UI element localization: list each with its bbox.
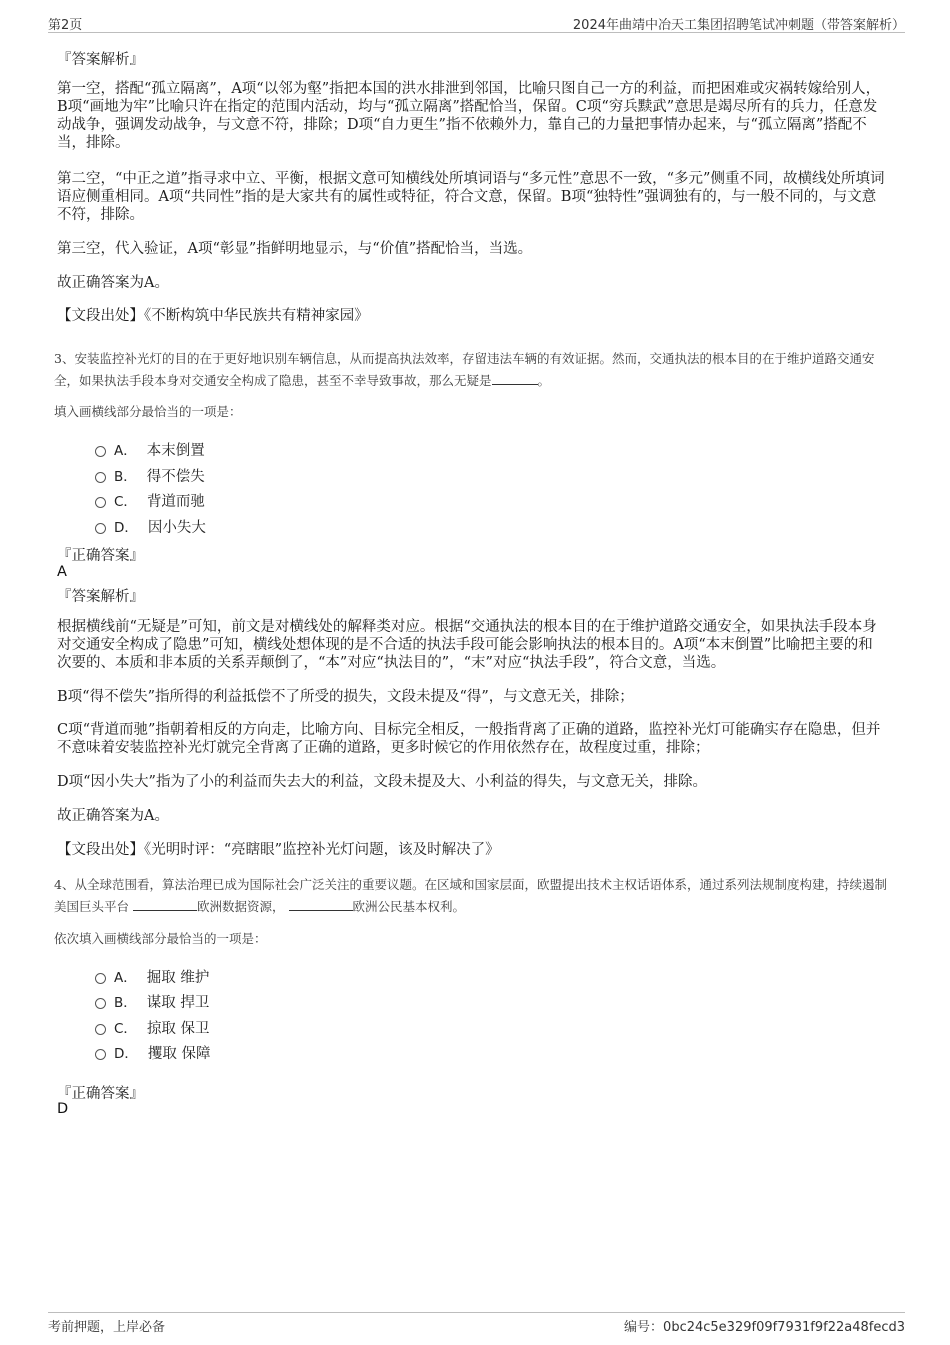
page-number: 第2页: [48, 18, 83, 33]
q3-option-a[interactable]: A． 本末倒置: [95, 439, 205, 459]
radio-icon[interactable]: [95, 497, 106, 508]
q3-option-b[interactable]: B． 得不偿失: [95, 465, 205, 485]
q3-analysis-paragraph: 根据横线前“无疑是”可知，前文是对横线处的解释类对应。根据“交通执法的根本目的在于维护道路交通安全，如果执法手段本身对交通安全构成了隐患”可知，横线处想体现的是不合适的执法手段可能会影响执法的根本目的。A项“本末倒置”比喻把主要的和次要的、本质和非本质的关系弄颠倒了，“本”对应“执法目的”，“末”对应“执法手段”，符合文意，当选。: [57, 619, 877, 671]
q4-prompt: 依次填入画横线部分最恰当的一项是：: [54, 931, 267, 946]
q3-analysis-label: 『答案解析』: [57, 589, 144, 605]
q3-conclusion: 故正确答案为A。: [57, 808, 169, 824]
q2-source: 【文段出处】《不断构筑中华民族共有精神家园》: [57, 308, 369, 324]
radio-icon[interactable]: [95, 523, 106, 534]
document-code: 编号：0bc24c5e329f09f7931f9f22a48fecd3: [624, 1320, 905, 1335]
q4-option-c[interactable]: C． 掠取 保卫: [95, 1017, 210, 1037]
q4-option-b[interactable]: B． 谋取 捍卫: [95, 991, 209, 1011]
q2-analysis-label: 『答案解析』: [57, 52, 144, 68]
q3-analysis-paragraph: D项“因小失大”指为了小的利益而失去大的利益，文段未提及大、小利益的得失，与文意无关，排除。: [57, 774, 707, 790]
q2-analysis-paragraph: 第二空，“中正之道”指寻求中立、平衡，根据文意可知横线处所填词语与“多元性”意思不一致，“多元”侧重不同，故横线处所填词语应侧重相同。A项“共同性”指的是大家共有的属性或特征，符合文意，保留。B项“独特性”强调独有的，与一般不同的，与文意不符，排除。: [57, 171, 885, 223]
q3-correct-label: 『正确答案』: [57, 548, 144, 564]
q2-conclusion: 故正确答案为A。: [57, 275, 169, 291]
radio-icon[interactable]: [95, 1049, 106, 1060]
answer-blank: [492, 370, 538, 385]
q3-analysis-paragraph: C项“背道而驰”指朝着相反的方向走，比喻方向、目标完全相反，一般指背离了正确的道路，监控补光灯可能确实存在隐患，但并不意味着安装监控补光灯就完全背离了正确的道路，更多时候它的作用依然存在，故程度过重，排除；: [57, 722, 881, 756]
radio-icon[interactable]: [95, 998, 106, 1009]
radio-icon[interactable]: [95, 1024, 106, 1035]
radio-icon[interactable]: [95, 973, 106, 984]
q3-stem: 3、安装监控补光灯的目的在于更好地识别车辆信息，从而提高执法效率，存留违法车辆的有效证据。然而，交通执法的根本目的在于维护道路交通安全，如果执法手段本身对交通安全构成了隐患，甚至不幸导致事故，那么无疑是 。: [54, 351, 875, 388]
page-footer: [48, 1312, 905, 1333]
q3-option-d[interactable]: D． 因小失大: [95, 516, 206, 536]
footer-slogan: 考前押题，上岸必备: [48, 1320, 166, 1335]
answer-blank: [289, 896, 353, 911]
q4-correct-answer: D: [57, 1101, 69, 1117]
q4-option-d[interactable]: D． 攫取 保障: [95, 1042, 211, 1062]
q4-stem: 4、从全球范围看，算法治理已成为国际社会广泛关注的重要议题。在区域和国家层面，欧盟提出技术主权话语体系，通过系列法规制度构建，持续遏制美国巨头平台 欧洲数据资源， 欧洲公民基本权利。: [54, 877, 887, 914]
document-title: 2024年曲靖中冶天工集团招聘笔试冲刺题（带答案解析）: [572, 18, 905, 33]
answer-blank: [133, 896, 197, 911]
q2-analysis-paragraph: 第三空，代入验证，A项“彰显”指鲜明地显示，与“价值”搭配恰当，当选。: [57, 241, 533, 257]
q4-correct-label: 『正确答案』: [57, 1086, 144, 1102]
q2-analysis-paragraph: 第一空，搭配“孤立隔离”，A项“以邻为壑”指把本国的洪水排泄到邻国，比喻只图自己一方的利益，而把困难或灾祸转嫁给别人，B项“画地为牢”比喻只许在指定的范围内活动，均与“孤立隔离”搭配恰当，保留。C项“穷兵黩武”意思是竭尽所有的兵力，任意发动战争，强调发动战争，与文意不符，排除；D项“自力更生”指不依赖外力，靠自己的力量把事情办起来，与“孤立隔离”搭配不当，排除。: [57, 81, 881, 151]
q3-correct-answer: A: [57, 564, 67, 580]
q3-prompt: 填入画横线部分最恰当的一项是：: [54, 404, 242, 419]
radio-icon[interactable]: [95, 446, 106, 457]
q3-analysis-paragraph: B项“得不偿失”指所得的利益抵偿不了所受的损失，文段未提及“得”，与文意无关，排除；: [57, 689, 634, 705]
q3-option-c[interactable]: C． 背道而驰: [95, 490, 205, 510]
radio-icon[interactable]: [95, 472, 106, 483]
page-header: [48, 8, 905, 33]
q4-option-a[interactable]: A． 掘取 维护: [95, 966, 209, 986]
q3-source: 【文段出处】《光明时评：“亮瞎眼”监控补光灯问题，该及时解决了》: [57, 842, 500, 858]
